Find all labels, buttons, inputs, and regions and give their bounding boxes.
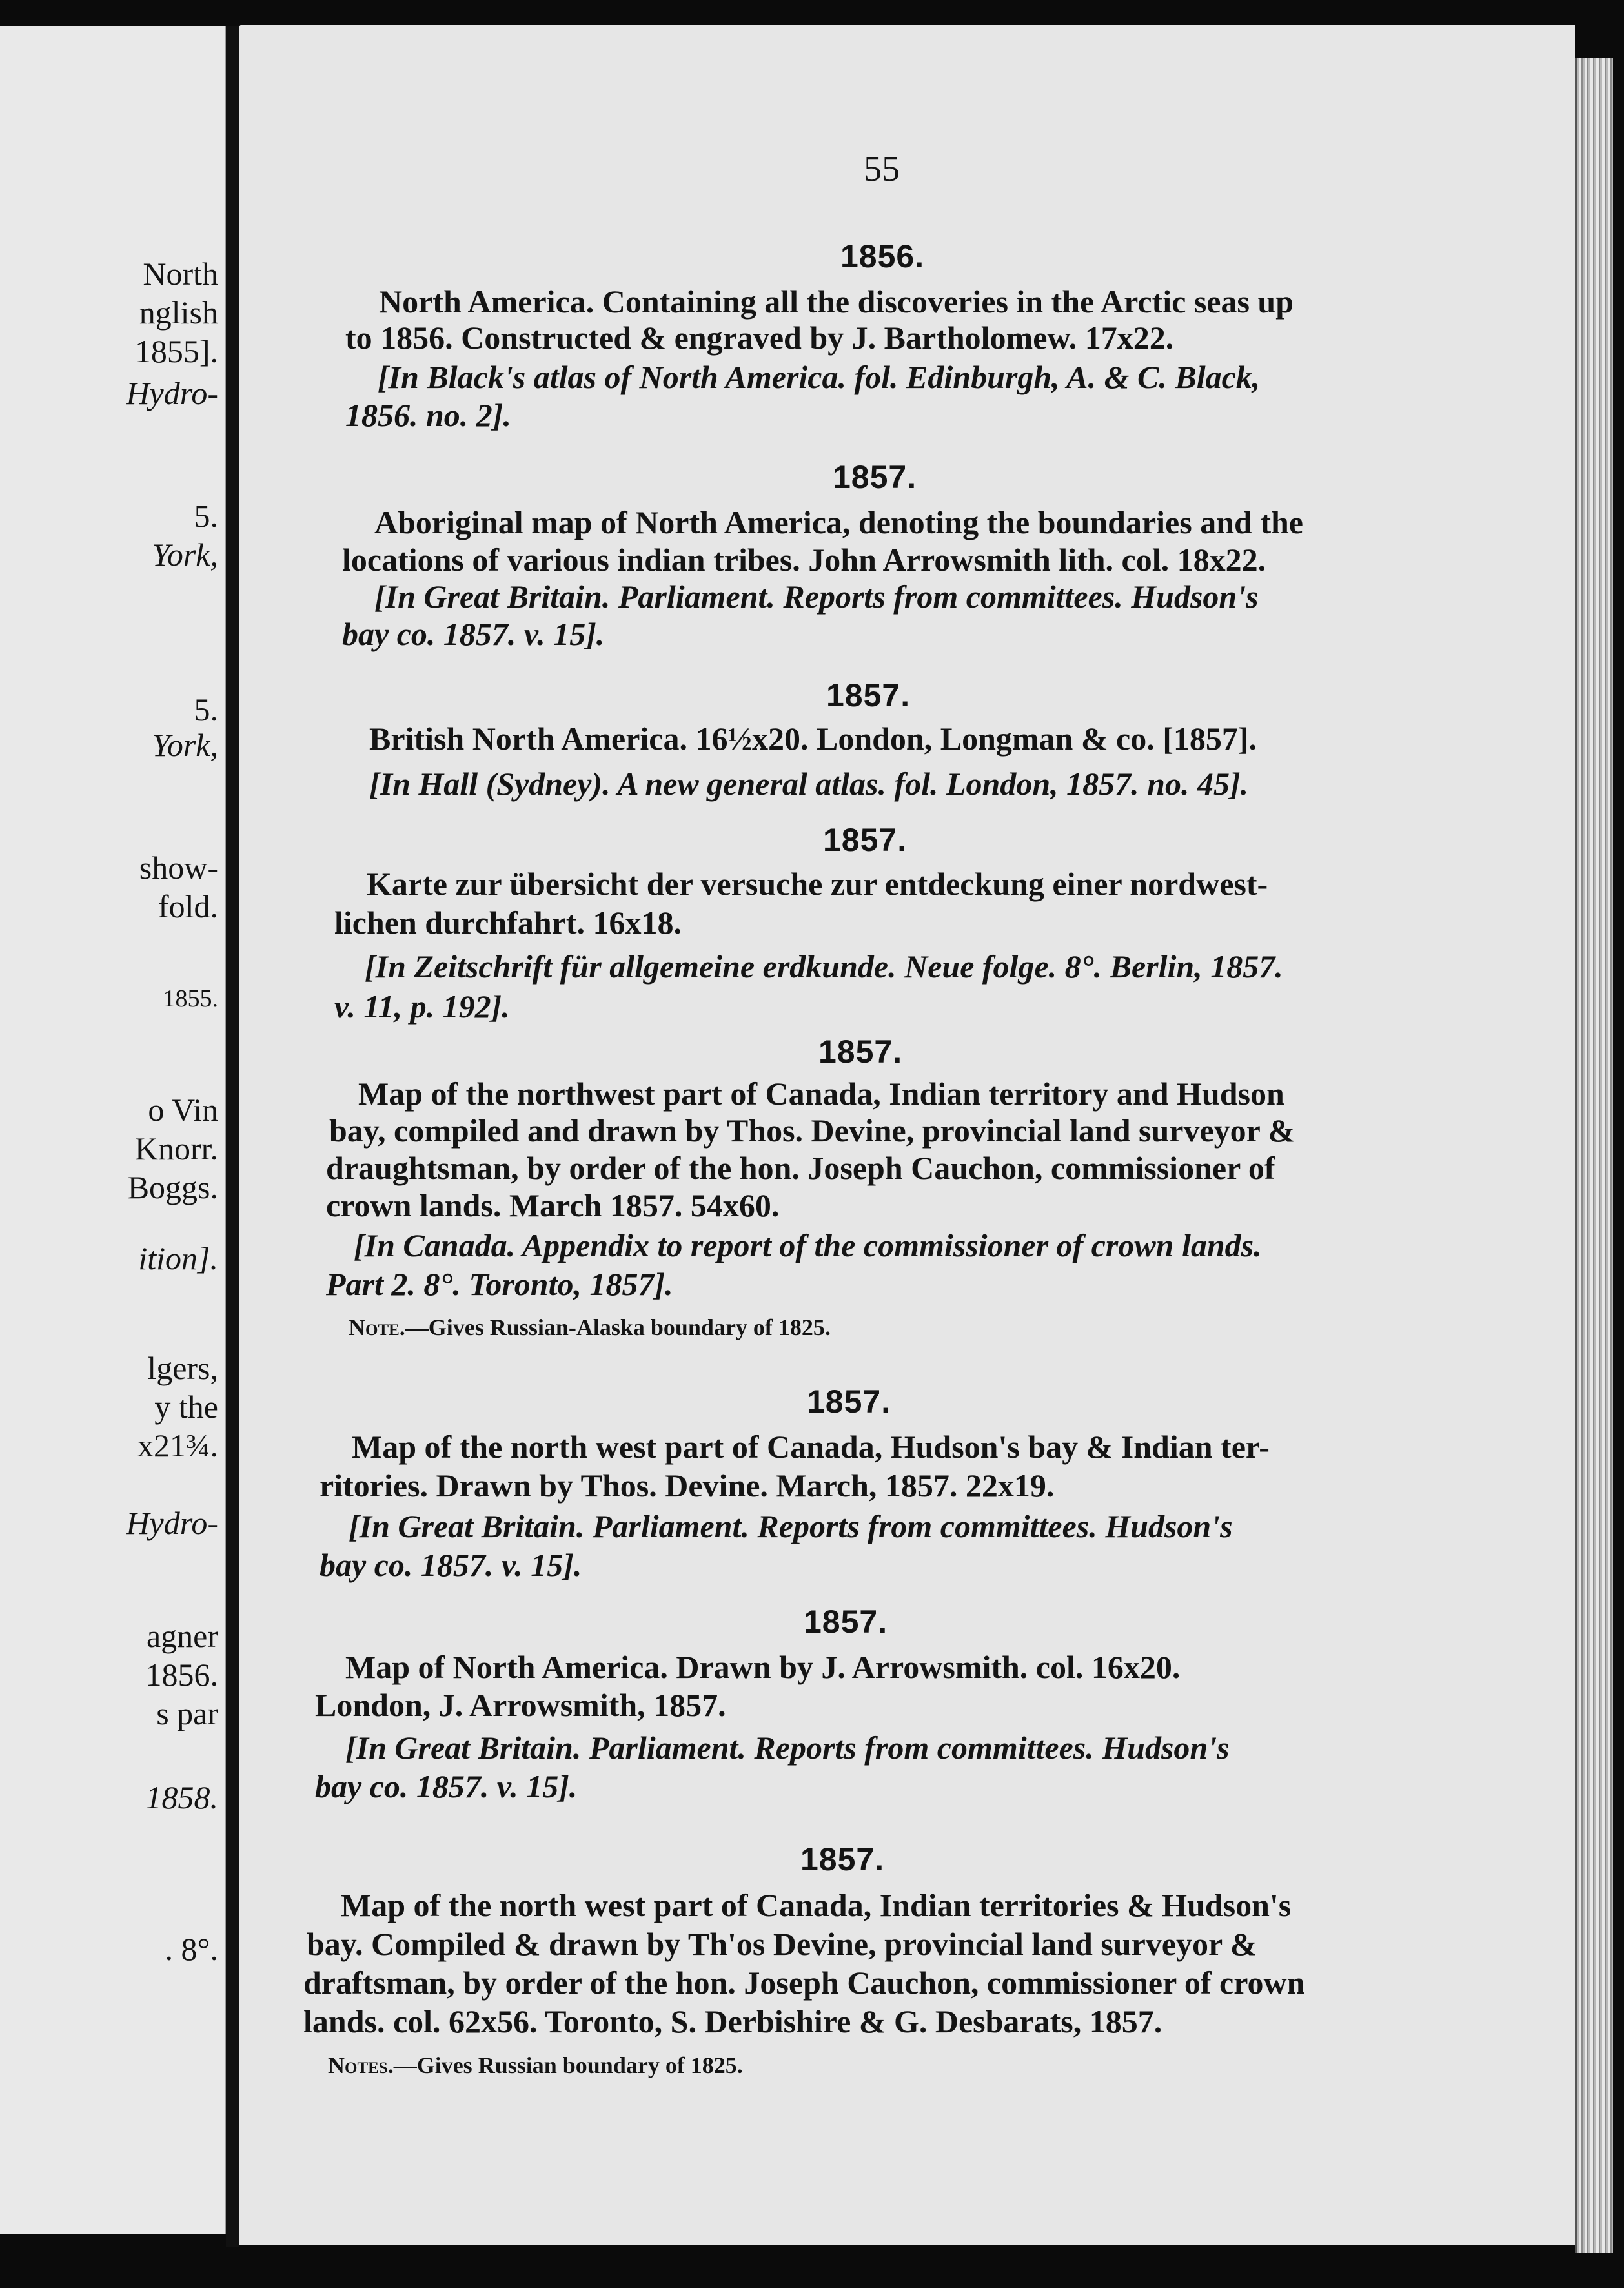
left-page-line: ition]. [138, 1240, 218, 1276]
left-page-line: o Vin [148, 1092, 218, 1128]
entry-year: 1857. [826, 677, 911, 713]
left-page-line: York, [152, 536, 218, 573]
entry-citation-line: [In Black's atlas of North America. fol. Edinburgh, A. & C. Black, [378, 359, 1261, 395]
entry-description-line: draftsman, by order of the hon. Joseph Cauchon, commissioner of crown [303, 1965, 1305, 2001]
entry-description-line: Map of the north west part of Canada, Hudson's bay & Indian ter- [352, 1429, 1270, 1465]
right-page [239, 25, 1575, 2245]
left-page-line: Knorr. [134, 1130, 218, 1167]
entry-citation-line: [In Zeitschrift für allgemeine erdkunde. Neue folge. 8°. Berlin, 1857. [365, 948, 1283, 985]
left-page-line: 5. [194, 691, 218, 728]
entry-citation-line: v. 11, p. 192]. [334, 988, 510, 1025]
left-page-line: lgers, [147, 1350, 218, 1386]
entry-citation-line: 1856. no. 2]. [345, 397, 511, 433]
left-page-line: 5. [194, 498, 218, 534]
left-page-line: fold. [157, 888, 218, 924]
left-page-line: 1855]. [134, 333, 218, 369]
page-number: 55 [864, 149, 900, 189]
entry-year: 1857. [818, 1034, 903, 1070]
left-page-line: . 8°. [165, 1931, 218, 1967]
entry-description-line: British North America. 16½x20. London, Longman & co. [1857]. [369, 720, 1257, 757]
note-label: Note. [349, 1314, 405, 1340]
left-page-line: York, [152, 727, 218, 763]
left-page-line: x21¾. [137, 1427, 218, 1464]
entry-description-line: draughtsman, by order of the hon. Joseph Cauchon, commissioner of [326, 1150, 1275, 1186]
left-page-line: Hydro- [126, 375, 218, 411]
entry-year: 1857. [800, 1841, 885, 1877]
entry-note [349, 1314, 831, 1341]
note-text: —Gives Russian-Alaska boundary of 1825. [405, 1314, 831, 1340]
entry-citation-line: Part 2. 8°. Toronto, 1857]. [326, 1266, 673, 1302]
entry-description-line: bay, compiled and drawn by Thos. Devine, provincial land surveyor & [329, 1112, 1295, 1149]
entry-description-line: crown lands. March 1857. 54x60. [326, 1187, 780, 1223]
entry-year: 1856. [840, 238, 925, 274]
left-page-line: North [143, 256, 218, 292]
entry-description-line: to 1856. Constructed & engraved by J. Bartholomew. 17x22. [345, 320, 1174, 356]
page-edge-stack [1575, 58, 1613, 2253]
entry-description-line: Karte zur übersicht der versuche zur entdeckung einer nordwest- [367, 866, 1268, 902]
entry-citation-line: [In Hall (Sydney). A new general atlas. fol. London, 1857. no. 45]. [369, 766, 1249, 802]
entry-description-line: lichen durchfahrt. 16x18. [334, 904, 682, 941]
entry-description-line: bay. Compiled & drawn by Th'os Devine, provincial land surveyor & [307, 1926, 1257, 1962]
entry-year: 1857. [823, 822, 908, 858]
left-page-line: s par [156, 1695, 218, 1731]
entry-description-line: Aboriginal map of North America, denoting the boundaries and the [374, 504, 1303, 540]
left-page-line: nglish [139, 294, 218, 331]
entry-citation-line: [In Great Britain. Parliament. Reports from committees. Hudson's [374, 578, 1259, 615]
left-page-line: y the [154, 1389, 218, 1425]
entry-description-line: ritories. Drawn by Thos. Devine. March, 1857. 22x19. [320, 1467, 1055, 1504]
note-label: Notes. [328, 2052, 394, 2078]
entry-year: 1857. [807, 1384, 891, 1420]
entry-description-line: North America. Containing all the discoveries in the Arctic seas up [379, 283, 1294, 320]
entry-note [328, 2052, 743, 2079]
left-page-line: agner [146, 1618, 218, 1654]
left-page-line: 1856. [145, 1657, 218, 1693]
entry-description-line: locations of various indian tribes. John Arrowsmith lith. col. 18x22. [342, 542, 1266, 578]
entry-description-line: Map of the north west part of Canada, Indian territories & Hudson's [341, 1887, 1292, 1923]
entry-year: 1857. [833, 459, 917, 495]
entry-citation-line: [In Great Britain. Parliament. Reports from committees. Hudson's [349, 1508, 1233, 1544]
entry-description-line: Map of the northwest part of Canada, Indian territory and Hudson [358, 1076, 1284, 1112]
left-page-line: 1855. [163, 985, 218, 1012]
left-page-fragment [0, 26, 227, 2234]
left-page-line: Hydro- [126, 1505, 218, 1541]
entry-citation-line: bay co. 1857. v. 15]. [342, 616, 605, 652]
book-gutter [226, 26, 239, 2247]
entry-year: 1857. [804, 1604, 888, 1640]
left-page-line: Boggs. [127, 1169, 218, 1205]
left-page-line: show- [139, 850, 218, 886]
entry-description-line: Map of North America. Drawn by J. Arrowsmith. col. 16x20. [345, 1649, 1181, 1685]
left-page-line: 1858. [145, 1779, 218, 1815]
entry-citation-line: bay co. 1857. v. 15]. [315, 1768, 578, 1804]
entry-citation-line: [In Great Britain. Parliament. Reports from committees. Hudson's [345, 1730, 1230, 1766]
note-text: —Gives Russian boundary of 1825. [393, 2052, 743, 2078]
entry-citation-line: [In Canada. Appendix to report of the commissioner of crown lands. [354, 1227, 1262, 1263]
entry-description-line: London, J. Arrowsmith, 1857. [315, 1687, 726, 1723]
entry-citation-line: bay co. 1857. v. 15]. [320, 1547, 582, 1583]
entry-description-line: lands. col. 62x56. Toronto, S. Derbishire & G. Desbarats, 1857. [303, 2003, 1162, 2039]
